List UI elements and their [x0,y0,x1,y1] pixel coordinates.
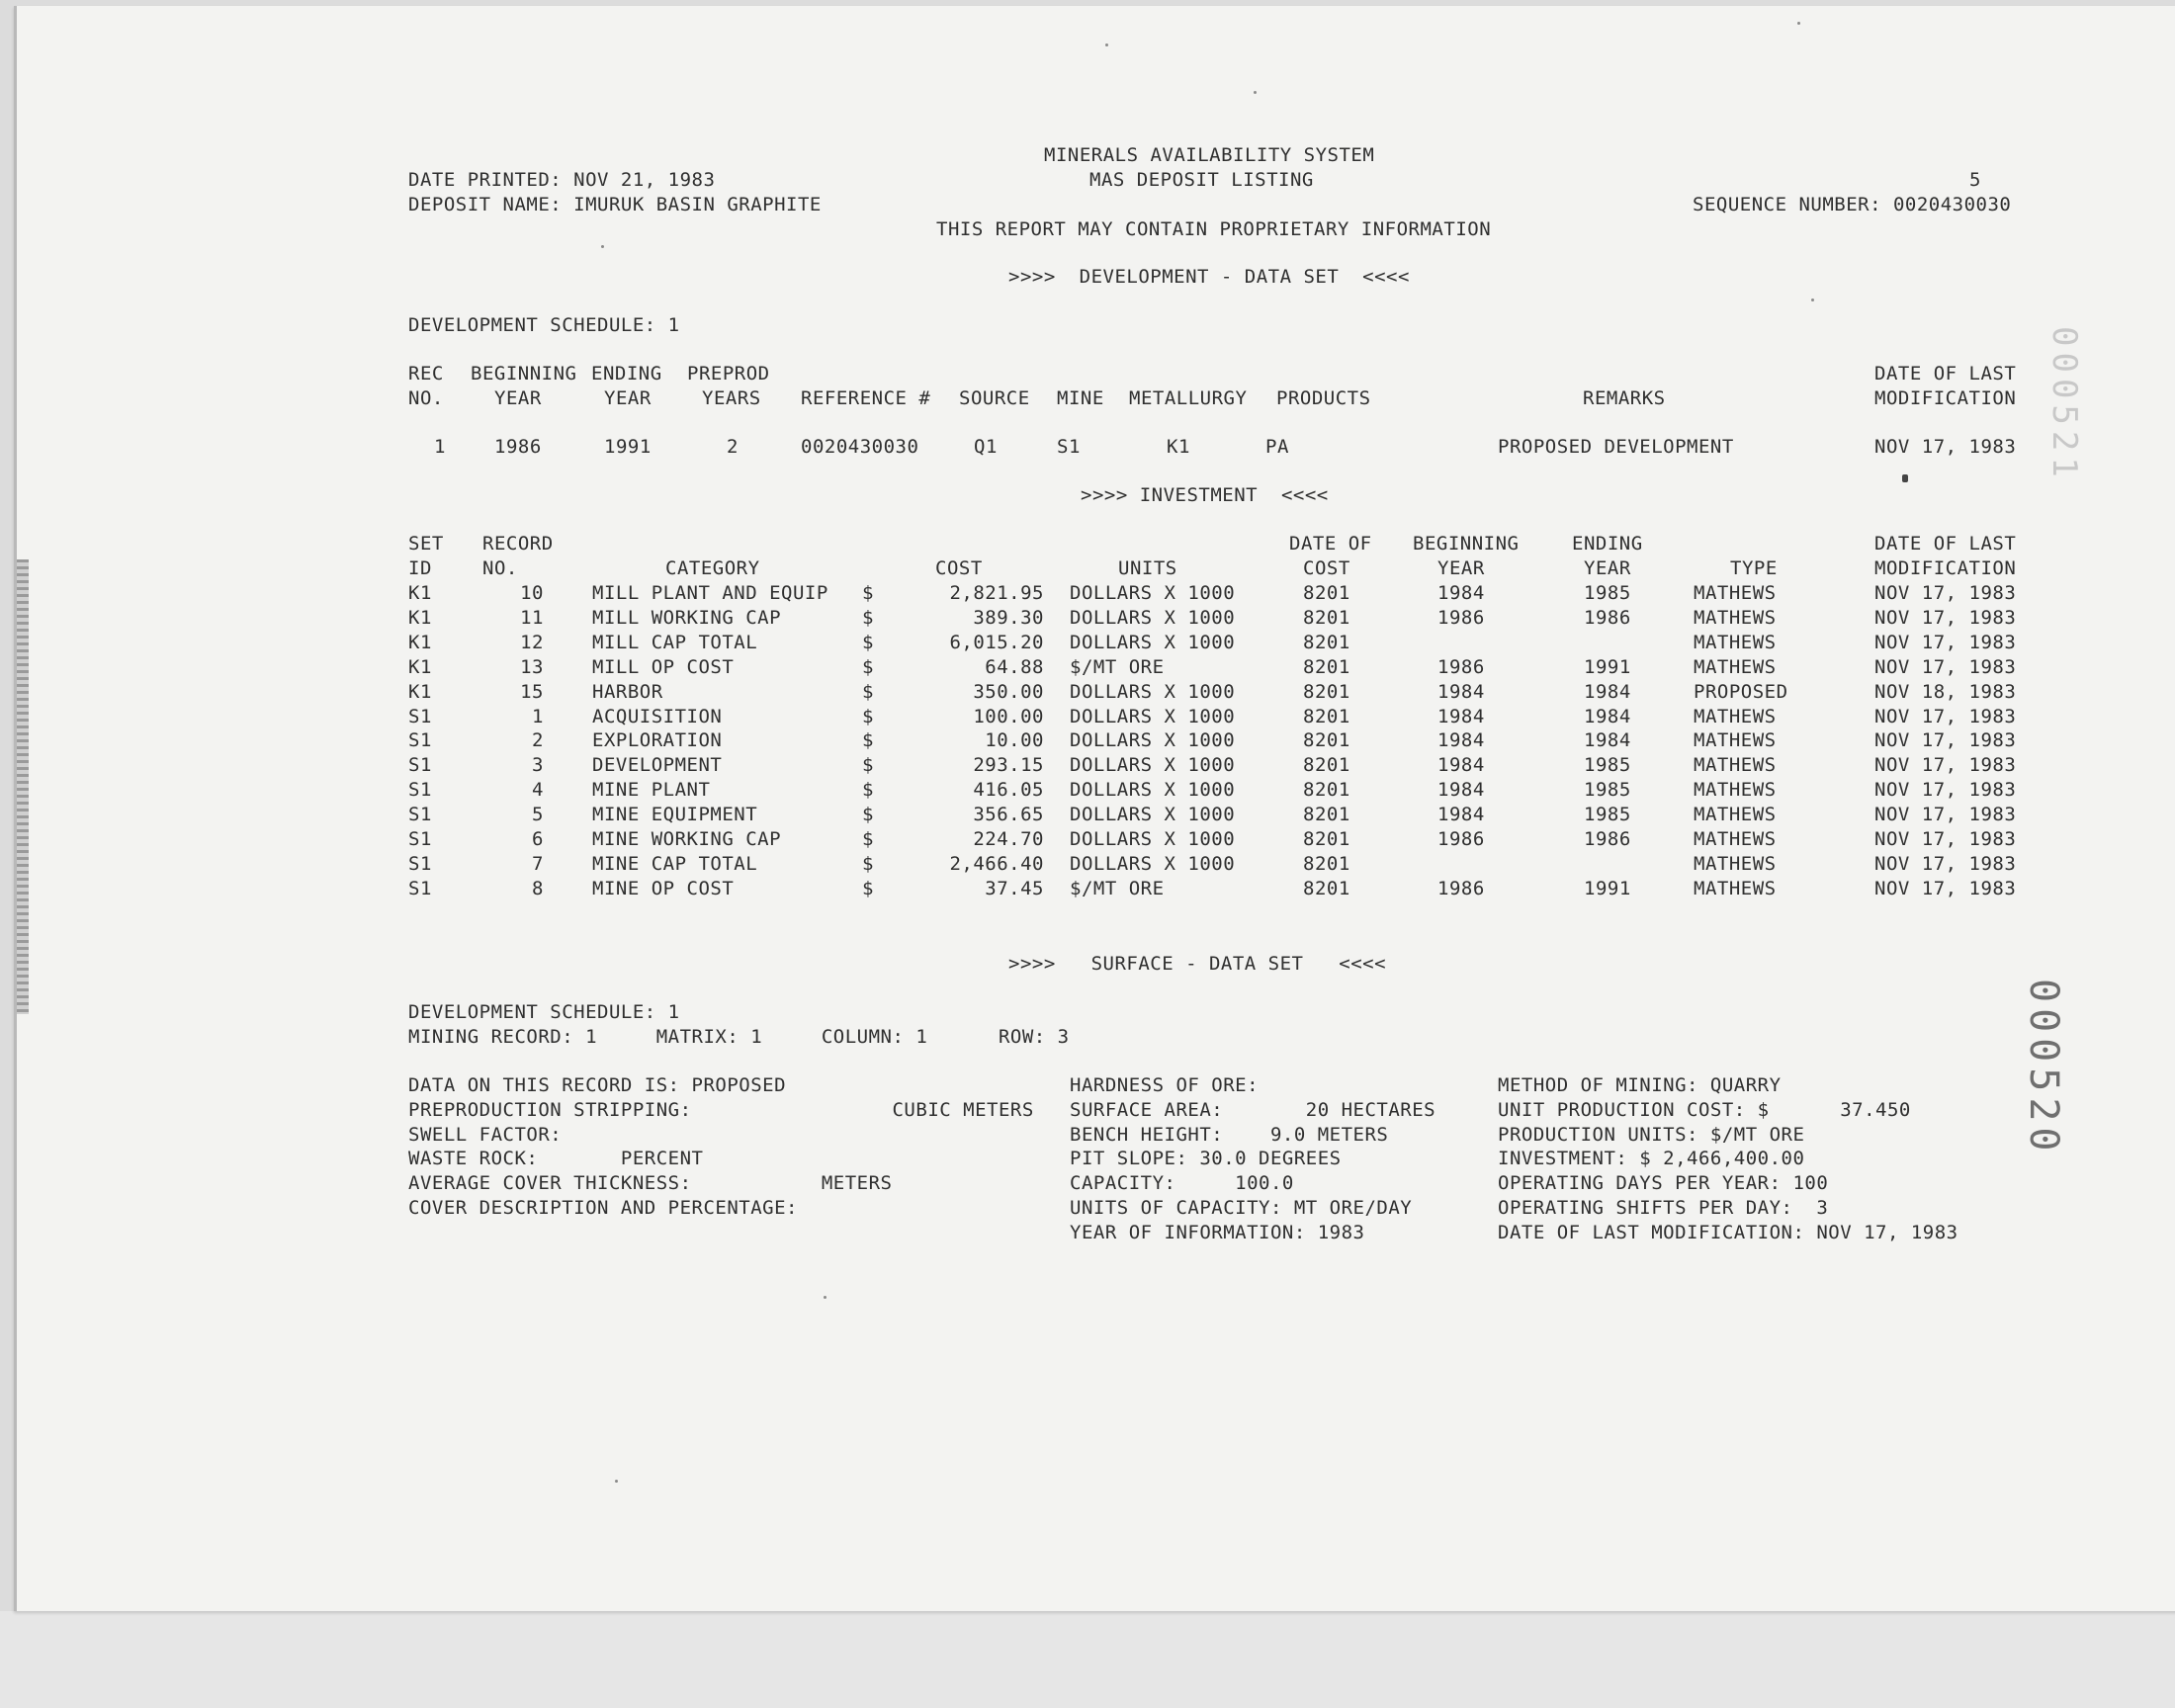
inv-category: MINE WORKING CAP [592,828,782,850]
inv-date-of-cost: 8201 [1303,607,1350,629]
surface-development-schedule: DEVELOPMENT SCHEDULE: 1 [408,1001,680,1023]
inv-record-no: 7 [532,853,544,875]
date-printed: DATE PRINTED: NOV 21, 1983 [408,169,716,191]
header-source: SOURCE [959,387,1030,409]
surface-field: DATE OF LAST MODIFICATION: NOV 17, 1983 [1498,1222,1958,1243]
inv-ending-year: 1985 [1584,754,1631,776]
header-date-of-last: DATE OF LAST [1874,363,2017,384]
inv-currency: $ [862,681,874,703]
inv-beginning-year: 1986 [1437,828,1485,850]
inv-header-record-no: NO. [482,557,518,579]
inv-ending-year: 1984 [1584,729,1631,751]
inv-set-id: K1 [408,607,432,629]
inv-currency: $ [862,582,874,604]
surface-field: CAPACITY: 100.0 [1070,1172,1294,1194]
inv-cost: 100.00 [973,706,1044,727]
inv-date-of-cost: 8201 [1303,878,1350,899]
inv-record-no: 2 [532,729,544,751]
inv-beginning-year: 1984 [1437,706,1485,727]
scan-speck [1254,91,1257,94]
inv-ending-year: 1986 [1584,607,1631,629]
inv-record-no: 10 [520,582,544,604]
inv-cost: 10.00 [985,729,1044,751]
dev-preprod-years: 2 [727,436,739,458]
inv-header-set-id: ID [408,557,432,579]
inv-header-beginning: BEGINNING [1413,533,1520,555]
inv-category: MINE EQUIPMENT [592,804,758,825]
inv-header-beginning-year: YEAR [1437,557,1485,579]
system-title: MINERALS AVAILABILITY SYSTEM [1044,144,1375,166]
header-mine: MINE [1057,387,1104,409]
dev-metallurgy: K1 [1167,436,1190,458]
inv-set-id: S1 [408,828,432,850]
inv-units: DOLLARS X 1000 [1070,582,1236,604]
dev-products: PA [1265,436,1289,458]
inv-type: PROPOSED [1694,681,1788,703]
surface-section-title: >>>> SURFACE - DATA SET <<<< [1008,953,1387,975]
header-ending: ENDING [591,363,662,384]
scan-speck [1811,299,1814,301]
inv-type: MATHEWS [1694,779,1777,801]
inv-units: DOLLARS X 1000 [1070,607,1236,629]
inv-beginning-year: 1984 [1437,779,1485,801]
surface-field: AVERAGE COVER THICKNESS: METERS [408,1172,893,1194]
inv-set-id: K1 [408,582,432,604]
header-modification: MODIFICATION [1874,387,2017,409]
inv-cost: 350.00 [973,681,1044,703]
inv-units: DOLLARS X 1000 [1070,804,1236,825]
inv-modification-date: NOV 17, 1983 [1874,853,2017,875]
page-stamp-number: 000520 [2021,979,2066,1157]
inv-type: MATHEWS [1694,828,1777,850]
inv-cost: 2,466.40 [949,853,1044,875]
surface-field: SWELL FACTOR: [408,1124,563,1146]
inv-category: MINE PLANT [592,779,711,801]
surface-field: WASTE ROCK: PERCENT [408,1148,704,1169]
inv-record-no: 13 [520,656,544,678]
scan-speck [1105,43,1108,46]
inv-category: ACQUISITION [592,706,723,727]
scan-speck [824,1296,826,1299]
scan-speck [1902,474,1908,482]
surface-field: UNITS OF CAPACITY: MT ORE/DAY [1070,1197,1413,1219]
inv-date-of-cost: 8201 [1303,754,1350,776]
inv-type: MATHEWS [1694,706,1777,727]
inv-modification-date: NOV 17, 1983 [1874,582,2017,604]
dev-modification-date: NOV 17, 1983 [1874,436,2017,458]
inv-modification-date: NOV 17, 1983 [1874,632,2017,653]
inv-modification-date: NOV 17, 1983 [1874,754,2017,776]
header-reference: REFERENCE # [801,387,931,409]
inv-currency: $ [862,607,874,629]
inv-category: MILL OP COST [592,656,735,678]
inv-currency: $ [862,853,874,875]
dev-mine: S1 [1057,436,1081,458]
inv-currency: $ [862,706,874,727]
inv-beginning-year: 1984 [1437,681,1485,703]
inv-beginning-year: 1986 [1437,607,1485,629]
inv-date-of-cost: 8201 [1303,779,1350,801]
inv-units: $/MT ORE [1070,878,1165,899]
inv-record-no: 3 [532,754,544,776]
surface-field: UNIT PRODUCTION COST: $ 37.450 [1498,1099,1911,1121]
inv-ending-year: 1986 [1584,828,1631,850]
inv-currency: $ [862,828,874,850]
inv-cost: 2,821.95 [949,582,1044,604]
sequence-number: SEQUENCE NUMBER: 0020430030 [1693,194,2012,215]
inv-cost: 389.30 [973,607,1044,629]
surface-field: SURFACE AREA: 20 HECTARES [1070,1099,1436,1121]
inv-modification-date: NOV 18, 1983 [1874,681,2017,703]
inv-type: MATHEWS [1694,582,1777,604]
inv-ending-year: 1985 [1584,779,1631,801]
inv-date-of-cost: 8201 [1303,828,1350,850]
header-metallurgy: METALLURGY [1129,387,1248,409]
inv-set-id: S1 [408,878,432,899]
listing-title: MAS DEPOSIT LISTING [1089,169,1314,191]
inv-units: DOLLARS X 1000 [1070,632,1236,653]
inv-record-no: 15 [520,681,544,703]
inv-beginning-year: 1984 [1437,804,1485,825]
inv-record-no: 5 [532,804,544,825]
inv-category: EXPLORATION [592,729,723,751]
inv-header-date-of-cost: COST [1303,557,1350,579]
inv-record-no: 1 [532,706,544,727]
surface-field: YEAR OF INFORMATION: 1983 [1070,1222,1365,1243]
inv-ending-year: 1984 [1584,681,1631,703]
surface-field: INVESTMENT: $ 2,466,400.00 [1498,1148,1805,1169]
inv-date-of-cost: 8201 [1303,706,1350,727]
inv-set-id: S1 [408,754,432,776]
inv-record-no: 12 [520,632,544,653]
dev-rec: 1 [434,436,446,458]
dev-ending-year: 1991 [604,436,652,458]
inv-cost: 356.65 [973,804,1044,825]
surface-field: PREPRODUCTION STRIPPING: CUBIC METERS [408,1099,1034,1121]
inv-set-id: K1 [408,681,432,703]
inv-category: HARBOR [592,681,663,703]
inv-units: DOLLARS X 1000 [1070,706,1236,727]
inv-cost: 37.45 [985,878,1044,899]
inv-type: MATHEWS [1694,853,1777,875]
header-rec: REC [408,363,444,384]
surface-field: DATA ON THIS RECORD IS: PROPOSED [408,1074,787,1096]
inv-modification-date: NOV 17, 1983 [1874,656,2017,678]
surface-field: PRODUCTION UNITS: $/MT ORE [1498,1124,1805,1146]
inv-type: MATHEWS [1694,632,1777,653]
inv-date-of-cost: 8201 [1303,804,1350,825]
inv-ending-year: 1991 [1584,656,1631,678]
binder-edge [17,559,29,1014]
inv-beginning-year: 1984 [1437,582,1485,604]
inv-modification-date: NOV 17, 1983 [1874,828,2017,850]
inv-header-modification: MODIFICATION [1874,557,2017,579]
inv-currency: $ [862,729,874,751]
inv-beginning-year: 1986 [1437,656,1485,678]
inv-type: MATHEWS [1694,878,1777,899]
inv-category: DEVELOPMENT [592,754,723,776]
inv-modification-date: NOV 17, 1983 [1874,878,2017,899]
surface-field: METHOD OF MINING: QUARRY [1498,1074,1782,1096]
inv-units: DOLLARS X 1000 [1070,754,1236,776]
inv-header-set: SET [408,533,444,555]
inv-category: MILL PLANT AND EQUIP [592,582,828,604]
inv-header-date-of: DATE OF [1289,533,1372,555]
header-preprod-years: YEARS [702,387,761,409]
faded-stamp-number: 000521 [2044,326,2084,483]
scan-speck [615,1480,618,1483]
inv-modification-date: NOV 17, 1983 [1874,607,2017,629]
dev-remarks: PROPOSED DEVELOPMENT [1498,436,1734,458]
inv-cost: 64.88 [985,656,1044,678]
inv-currency: $ [862,632,874,653]
dev-beginning-year: 1986 [494,436,542,458]
inv-units: DOLLARS X 1000 [1070,779,1236,801]
inv-set-id: S1 [408,779,432,801]
header-ending-year: YEAR [604,387,652,409]
inv-date-of-cost: 8201 [1303,656,1350,678]
inv-category: MILL CAP TOTAL [592,632,758,653]
inv-date-of-cost: 8201 [1303,632,1350,653]
scan-speck [601,245,604,248]
development-schedule: DEVELOPMENT SCHEDULE: 1 [408,314,680,336]
inv-header-category: CATEGORY [665,557,760,579]
proprietary-notice: THIS REPORT MAY CONTAIN PROPRIETARY INFORMATION [936,218,1492,240]
inv-header-ending-year: YEAR [1584,557,1631,579]
inv-cost: 6,015.20 [949,632,1044,653]
inv-set-id: S1 [408,804,432,825]
inv-modification-date: NOV 17, 1983 [1874,706,2017,727]
inv-header-type: TYPE [1730,557,1778,579]
inv-set-id: S1 [408,853,432,875]
inv-units: DOLLARS X 1000 [1070,681,1236,703]
inv-cost: 224.70 [973,828,1044,850]
inv-ending-year: 1985 [1584,804,1631,825]
inv-category: MILL WORKING CAP [592,607,782,629]
inv-currency: $ [862,878,874,899]
header-beginning: BEGINNING [471,363,577,384]
inv-currency: $ [862,779,874,801]
inv-record-no: 4 [532,779,544,801]
inv-header-date-of-last: DATE OF LAST [1874,533,2017,555]
header-products: PRODUCTS [1276,387,1371,409]
inv-beginning-year: 1986 [1437,878,1485,899]
inv-type: MATHEWS [1694,754,1777,776]
header-rec-no: NO. [408,387,444,409]
inv-header-cost: COST [935,557,983,579]
dev-reference: 0020430030 [801,436,919,458]
inv-record-no: 8 [532,878,544,899]
inv-header-units: UNITS [1118,557,1177,579]
surface-field: PIT SLOPE: 30.0 DEGREES [1070,1148,1342,1169]
inv-set-id: K1 [408,656,432,678]
inv-header-record: RECORD [482,533,554,555]
investment-section-title: >>>> INVESTMENT <<<< [1081,484,1329,506]
scan-speck [1797,22,1800,25]
inv-units: DOLLARS X 1000 [1070,828,1236,850]
inv-record-no: 6 [532,828,544,850]
scan-background [0,1611,2175,1708]
inv-cost: 416.05 [973,779,1044,801]
inv-type: MATHEWS [1694,804,1777,825]
inv-date-of-cost: 8201 [1303,582,1350,604]
inv-set-id: K1 [408,632,432,653]
inv-currency: $ [862,804,874,825]
inv-date-of-cost: 8201 [1303,729,1350,751]
surface-field: BENCH HEIGHT: 9.0 METERS [1070,1124,1389,1146]
inv-cost: 293.15 [973,754,1044,776]
surface-field: HARDNESS OF ORE: [1070,1074,1260,1096]
inv-modification-date: NOV 17, 1983 [1874,729,2017,751]
surface-field: OPERATING DAYS PER YEAR: 100 [1498,1172,1829,1194]
inv-modification-date: NOV 17, 1983 [1874,779,2017,801]
inv-units: DOLLARS X 1000 [1070,729,1236,751]
inv-ending-year: 1991 [1584,878,1631,899]
surface-field: OPERATING SHIFTS PER DAY: 3 [1498,1197,1829,1219]
inv-set-id: S1 [408,729,432,751]
development-section-title: >>>> DEVELOPMENT - DATA SET <<<< [1008,266,1410,288]
inv-ending-year: 1984 [1584,706,1631,727]
inv-type: MATHEWS [1694,729,1777,751]
inv-beginning-year: 1984 [1437,754,1485,776]
inv-record-no: 11 [520,607,544,629]
inv-units: $/MT ORE [1070,656,1165,678]
inv-modification-date: NOV 17, 1983 [1874,804,2017,825]
surface-mining-record: MINING RECORD: 1 MATRIX: 1 COLUMN: 1 ROW: 3 [408,1026,1070,1048]
inv-set-id: S1 [408,706,432,727]
inv-currency: $ [862,656,874,678]
dev-source: Q1 [974,436,998,458]
inv-units: DOLLARS X 1000 [1070,853,1236,875]
header-remarks: REMARKS [1583,387,1666,409]
inv-header-ending: ENDING [1572,533,1643,555]
page-number: 5 [1969,169,1981,191]
inv-beginning-year: 1984 [1437,729,1485,751]
inv-ending-year: 1985 [1584,582,1631,604]
deposit-name: DEPOSIT NAME: IMURUK BASIN GRAPHITE [408,194,822,215]
inv-currency: $ [862,754,874,776]
header-preprod: PREPROD [687,363,770,384]
inv-category: MINE CAP TOTAL [592,853,758,875]
inv-category: MINE OP COST [592,878,735,899]
inv-type: MATHEWS [1694,656,1777,678]
header-beginning-year: YEAR [494,387,542,409]
inv-type: MATHEWS [1694,607,1777,629]
surface-field: COVER DESCRIPTION AND PERCENTAGE: [408,1197,798,1219]
inv-date-of-cost: 8201 [1303,681,1350,703]
inv-date-of-cost: 8201 [1303,853,1350,875]
